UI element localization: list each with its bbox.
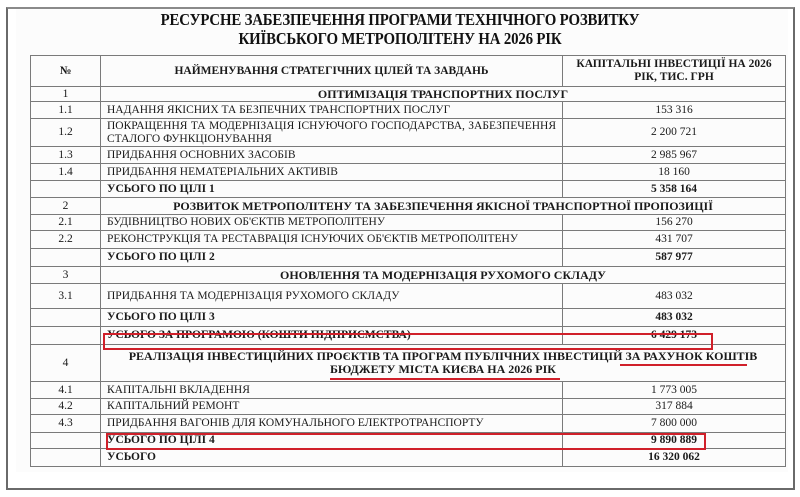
goal-row-3	[31, 267, 786, 284]
subtotal-row-4	[31, 433, 786, 449]
subtotal-label: УСЬОГО ПО ЦІЛІ 1	[101, 181, 563, 198]
goal-title-part-1: РЕАЛІЗАЦІЯ ІНВЕСТИЦІЙНИХ ПРОЄКТІВ ТА ПРОГРАМ ПУБЛІЧНИХ ІНВЕСТИЦІЙ	[128, 349, 626, 363]
item-number: 1.2	[31, 119, 101, 147]
item-value: 431 707	[563, 231, 786, 249]
goal-title: РОЗВИТОК МЕТРОПОЛІТЕНУ ТА ЗАБЕЗПЕЧЕННЯ ЯКІСНОЇ ТРАНСПОРТНОЇ ПРОПОЗИЦІЇ	[101, 198, 786, 215]
item-number: 4.1	[31, 382, 101, 399]
subtotal-row-1	[31, 181, 786, 198]
header-value: КАПІТАЛЬНІ ІНВЕСТИЦІЇ НА 2026 РІК, ТИС. ГРН	[563, 56, 786, 87]
table-row	[31, 399, 786, 415]
header-name: НАЙМЕНУВАННЯ СТРАТЕГІЧНИХ ЦІЛЕЙ ТА ЗАВДАНЬ	[101, 56, 563, 87]
item-name: ПОКРАЩЕННЯ ТА МОДЕРНІЗАЦІЯ ІСНУЮЧОГО ГОСПОДАРСТВА, ЗАБЕЗПЕЧЕННЯ СТАЛОГО ФУНКЦІОНУВАННЯ	[101, 119, 563, 147]
table-row	[31, 231, 786, 249]
subtotal-label: УСЬОГО ПО ЦІЛІ 2	[101, 249, 563, 267]
item-value: 2 200 721	[563, 119, 786, 147]
goal-row-1	[31, 87, 786, 102]
subtotal-value: 483 032	[563, 309, 786, 327]
subtotal-value: 5 358 164	[563, 181, 786, 198]
item-value: 153 316	[563, 102, 786, 119]
item-name: КАПІТАЛЬНІ ВКЛАДЕННЯ	[101, 382, 563, 399]
grand-total-row	[31, 449, 786, 467]
goal-title: ОПТИМІЗАЦІЯ ТРАНСПОРТНИХ ПОСЛУГ	[101, 87, 786, 102]
goal-number: 3	[31, 267, 101, 284]
item-value: 1 773 005	[563, 382, 786, 399]
empty-cell	[31, 181, 101, 198]
item-name: ПРИДБАННЯ ОСНОВНИХ ЗАСОБІВ	[101, 147, 563, 164]
table-row	[31, 284, 786, 309]
subtotal-label: УСЬОГО ПО ЦІЛІ 3	[101, 309, 563, 327]
goal-number: 4	[31, 345, 101, 382]
item-name: ПРИДБАННЯ НЕМАТЕРІАЛЬНИХ АКТИВІВ	[101, 164, 563, 181]
program-total-value: 6 429 173	[563, 327, 786, 345]
subtotal-label: УСЬОГО ПО ЦІЛІ 4	[101, 433, 563, 449]
item-name: БУДІВНИЦТВО НОВИХ ОБ'ЄКТІВ МЕТРОПОЛІТЕНУ	[101, 215, 563, 231]
table-row	[31, 164, 786, 181]
goal-number: 1	[31, 87, 101, 102]
table-header-row	[31, 56, 786, 87]
document-title-line-1: РЕСУРСНЕ ЗАБЕЗПЕЧЕННЯ ПРОГРАМИ ТЕХНІЧНОГО РОЗВИТКУ	[160, 10, 640, 29]
table-row	[31, 215, 786, 231]
subtotal-value: 587 977	[563, 249, 786, 267]
subtotal-row-2	[31, 249, 786, 267]
item-value: 7 800 000	[563, 415, 786, 433]
subtotal-row-3	[31, 309, 786, 327]
goal-title	[101, 345, 786, 382]
item-name: ПРИДБАННЯ ВАГОНІВ ДЛЯ КОМУНАЛЬНОГО ЕЛЕКТРОТРАНСПОРТУ	[101, 415, 563, 433]
empty-cell	[31, 327, 101, 345]
empty-cell	[31, 449, 101, 467]
item-value: 2 985 967	[563, 147, 786, 164]
table-row	[31, 119, 786, 147]
investment-table	[30, 55, 786, 467]
document-title-line-2: КИЇВСЬКОГО МЕТРОПОЛІТЕНУ НА 2026 РІК	[238, 29, 562, 48]
item-number: 4.2	[31, 399, 101, 415]
goal-title: ОНОВЛЕННЯ ТА МОДЕРНІЗАЦІЯ РУХОМОГО СКЛАДУ	[101, 267, 786, 284]
item-number: 2.2	[31, 231, 101, 249]
empty-cell	[31, 309, 101, 327]
item-number: 2.1	[31, 215, 101, 231]
program-total-label: УСЬОГО ЗА ПРОГРАМОЮ (КОШТИ ПІДПРИЄМСТВА)	[101, 327, 563, 345]
item-value: 317 884	[563, 399, 786, 415]
item-number: 1.4	[31, 164, 101, 181]
item-name: КАПІТАЛЬНИЙ РЕМОНТ	[101, 399, 563, 415]
grand-total-value: 16 320 062	[563, 449, 786, 467]
item-value: 483 032	[563, 284, 786, 309]
item-number: 1.1	[31, 102, 101, 119]
item-value: 18 160	[563, 164, 786, 181]
table-row	[31, 415, 786, 433]
table-row	[31, 147, 786, 164]
item-name: НАДАННЯ ЯКІСНИХ ТА БЕЗПЕЧНИХ ТРАНСПОРТНИХ ПОСЛУГ	[101, 102, 563, 119]
subtotal-value: 9 890 889	[563, 433, 786, 449]
item-value: 156 270	[563, 215, 786, 231]
item-name: ПРИДБАННЯ ТА МОДЕРНІЗАЦІЯ РУХОМОГО СКЛАДУ	[101, 284, 563, 309]
goal-row-2	[31, 198, 786, 215]
empty-cell	[31, 433, 101, 449]
goal-number: 2	[31, 198, 101, 215]
program-total-row	[31, 327, 786, 345]
goal-title-part-2: ЗА РАХУНОК КОШТІВ	[625, 349, 758, 363]
table-row	[31, 102, 786, 119]
table-row	[31, 382, 786, 399]
goal-title-part-3: БЮДЖЕТУ МІСТА КИЄВА НА 2026 РІК	[329, 362, 556, 376]
item-number: 3.1	[31, 284, 101, 309]
item-number: 4.3	[31, 415, 101, 433]
item-name: РЕКОНСТРУКЦІЯ ТА РЕСТАВРАЦІЯ ІСНУЮЧИХ ОБ'ЄКТІВ МЕТРОПОЛІТЕНУ	[101, 231, 563, 249]
empty-cell	[31, 249, 101, 267]
goal-row-4	[31, 345, 786, 382]
item-number: 1.3	[31, 147, 101, 164]
header-number: №	[31, 56, 101, 87]
grand-total-label: УСЬОГО	[101, 449, 563, 467]
